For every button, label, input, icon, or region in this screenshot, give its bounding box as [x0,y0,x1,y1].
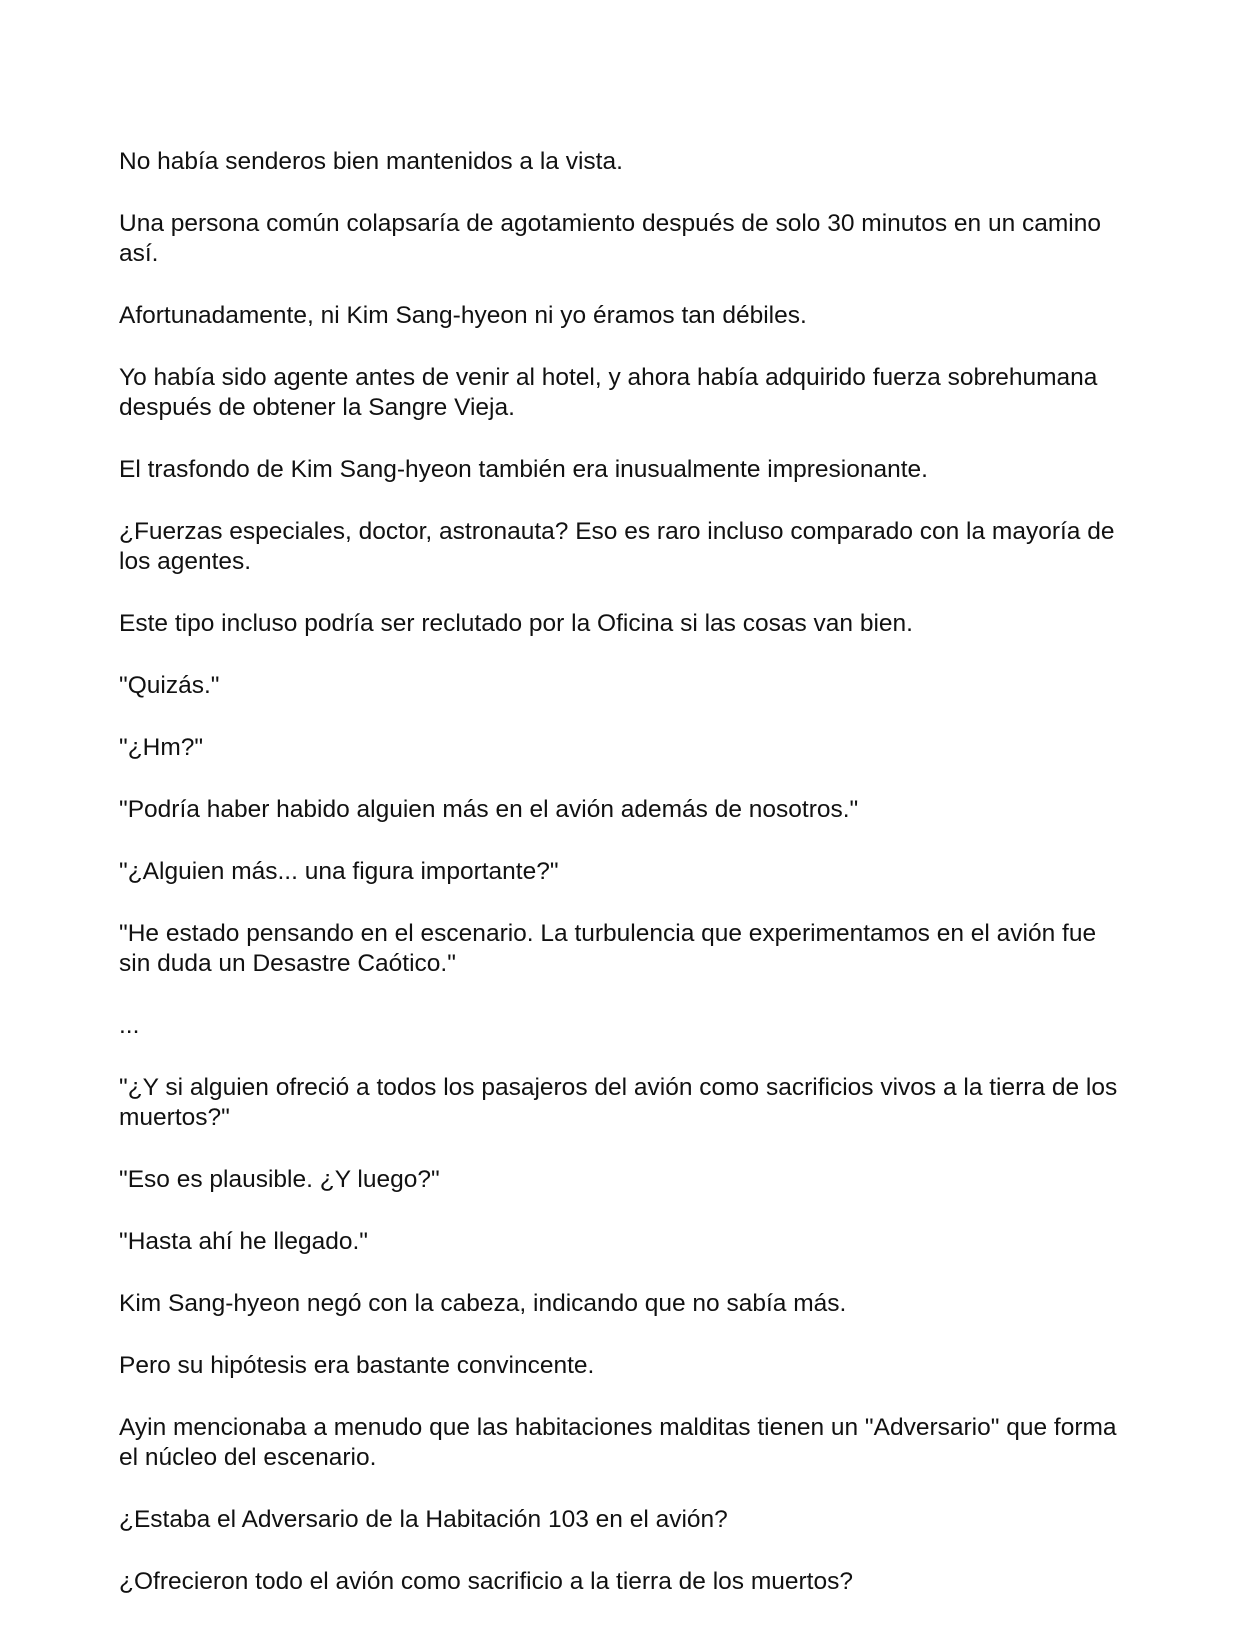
dialogue-line: "¿Alguien más... una figura importante?" [119,858,559,885]
paragraph: Ayin mencionaba a menudo que las habitaciones malditas tienen un "Adversario" que forma el núcleo del escenario. [119,1414,1117,1471]
paragraph: Una persona común colapsaría de agotamiento después de solo 30 minutos en un camino así. [119,210,1101,267]
dialogue-line: "¿Hm?" [119,734,204,761]
paragraph: Pero su hipótesis era bastante convincente. [119,1352,595,1379]
paragraph: El trasfondo de Kim Sang-hyeon también era inusualmente impresionante. [119,456,928,483]
dialogue-line: "Quizás." [119,672,220,699]
dialogue-line: "He estado pensando en el escenario. La turbulencia que experimentamos en el avión fue sin duda un Desastre Caótico." [119,920,1097,977]
paragraph: Yo había sido agente antes de venir al hotel, y ahora había adquirido fuerza sobrehumana después de obtener la Sangre Vieja. [119,364,1098,421]
dialogue-line: "Podría haber habido alguien más en el avión además de nosotros." [119,796,859,823]
paragraph: Este tipo incluso podría ser reclutado por la Oficina si las cosas van bien. [119,610,913,637]
paragraph: ¿Fuerzas especiales, doctor, astronauta? Eso es raro incluso comparado con la mayoría de los agentes. [119,518,1115,575]
paragraph: Afortunadamente, ni Kim Sang-hyeon ni yo éramos tan débiles. [119,302,807,329]
ellipsis-line: ... [119,1012,140,1039]
paragraph: ¿Estaba el Adversario de la Habitación 103 en el avión? [119,1506,728,1533]
paragraph: ¿Ofrecieron todo el avión como sacrificio a la tierra de los muertos? [119,1568,853,1595]
paragraph: Kim Sang-hyeon negó con la cabeza, indicando que no sabía más. [119,1290,847,1317]
paragraph: No había senderos bien mantenidos a la vista. [119,148,623,175]
dialogue-line: "¿Y si alguien ofreció a todos los pasajeros del avión como sacrificios vivos a la tierra de los muertos?" [119,1074,1118,1131]
dialogue-line: "Hasta ahí he llegado." [119,1228,368,1255]
dialogue-line: "Eso es plausible. ¿Y luego?" [119,1166,440,1193]
document-body [119,147,1129,1629]
